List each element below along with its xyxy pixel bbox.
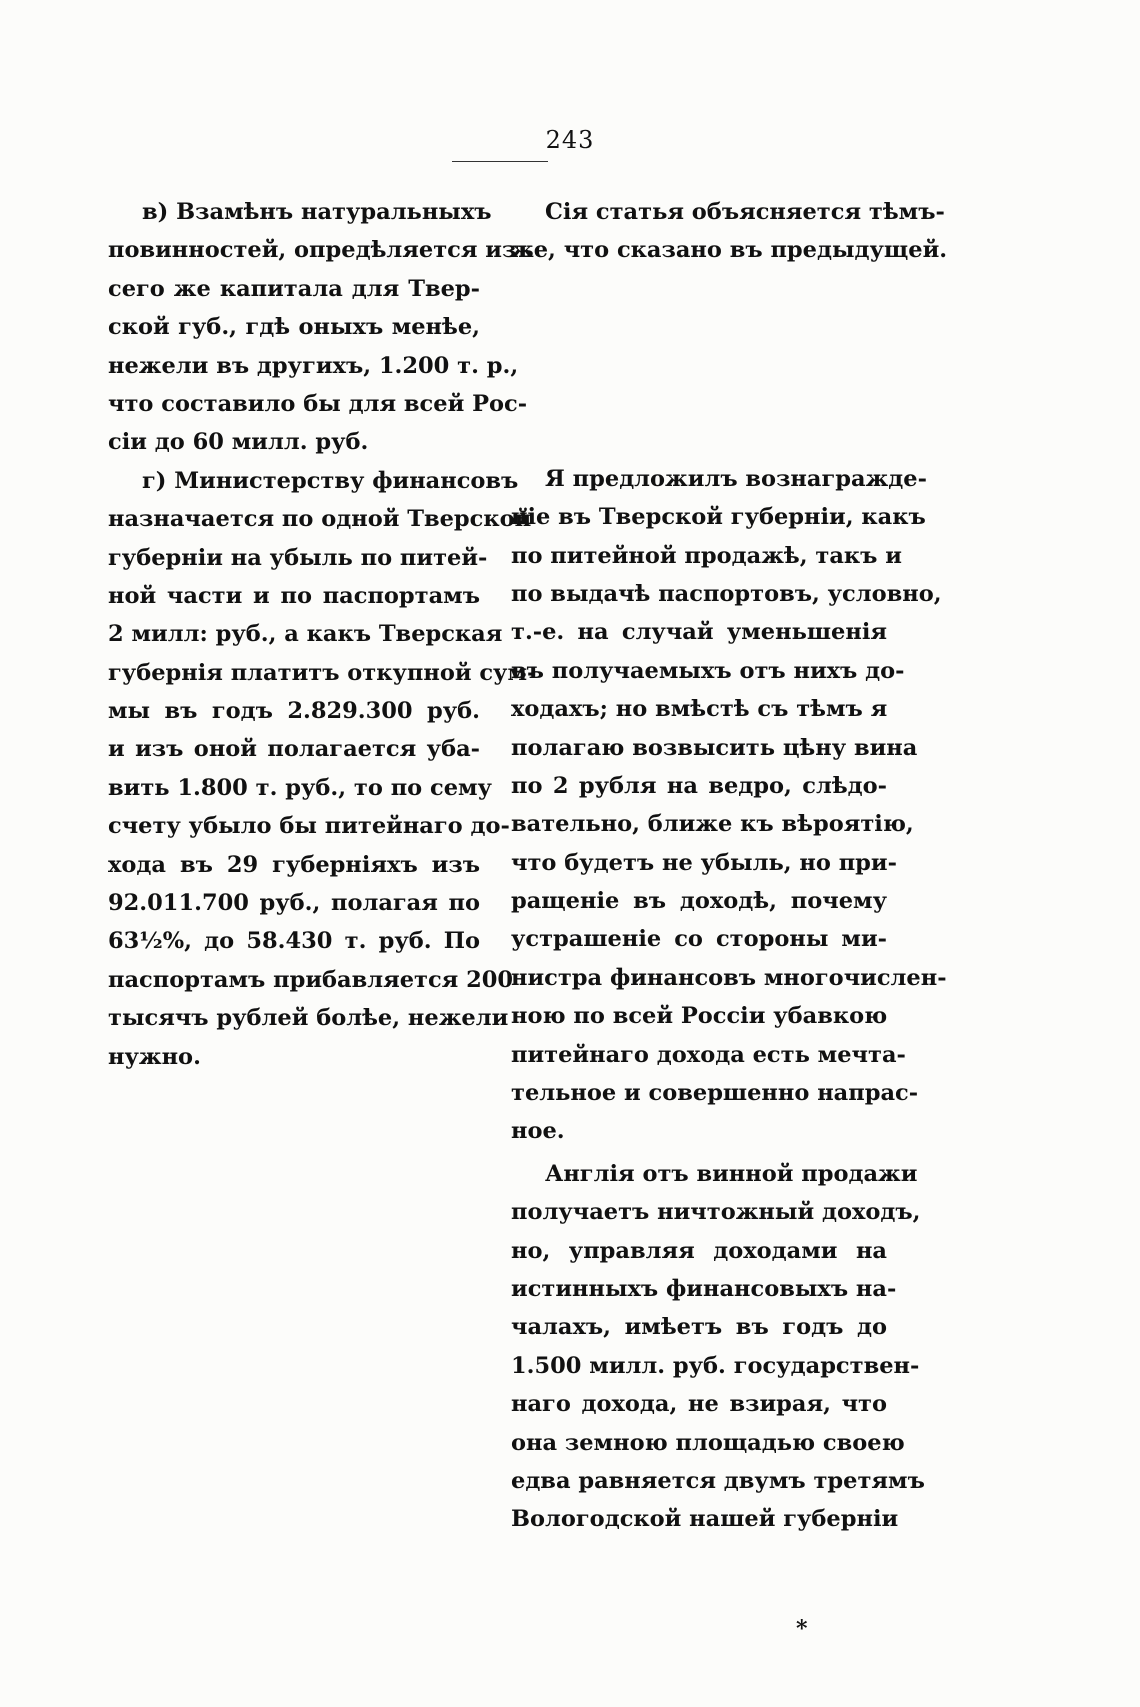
text-line: полагаю возвысить цѣну вина — [511, 734, 918, 761]
text-line: т.-е. на случай уменьшенія — [511, 619, 887, 646]
text-line: Англія отъ винной продажи — [545, 1160, 918, 1187]
text-line: она земною площадью своею — [511, 1429, 905, 1456]
page-number: 243 — [545, 126, 595, 154]
text-line: Сія статья объясняется тѣмъ- — [545, 199, 945, 225]
header-rule — [452, 161, 548, 162]
paragraph-g — [108, 462, 537, 1076]
text-line: нистра финансовъ многочислен- — [511, 964, 947, 991]
text-line: ращеніе въ доходѣ, почему — [511, 888, 887, 915]
text-line: получаетъ ничтожный доходъ, — [511, 1199, 921, 1226]
text-line: счету убыло бы питейнаго до- — [108, 813, 510, 840]
text-line: г) Министерству финансовъ — [142, 467, 519, 494]
text-line: по выдачѣ паспортовъ, условно, — [511, 580, 942, 607]
text-line: повинностей, опредѣляется изъ — [108, 237, 534, 264]
text-line: в) Взамѣнъ натуральныхъ — [142, 199, 492, 225]
text-line: тельное и совершенно напрас- — [511, 1080, 919, 1107]
text-line: въ получаемыхъ отъ нихъ до- — [511, 657, 905, 684]
text-line: 92.011.700 руб., полагая по — [108, 890, 480, 917]
text-line: питейнаго дохода есть мечта- — [511, 1041, 906, 1068]
text-line: устрашеніе со стороны ми- — [511, 926, 887, 953]
text-line: 63½%, до 58.430 т. руб. По — [108, 928, 480, 955]
text-line: 2 милл: руб., а какъ Тверская — [108, 621, 503, 648]
text-line: сіи до 60 милл. руб. — [108, 429, 369, 456]
text-line: что составило бы для всей Рос- — [108, 390, 528, 417]
text-line: 1.500 милл. руб. государствен- — [511, 1352, 920, 1379]
text-line: ской губ., гдѣ оныхъ менѣе, — [108, 314, 480, 341]
text-line: губернія платитъ откупной сум- — [108, 659, 537, 686]
text-line: ніе въ Тверской губерніи, какъ — [511, 504, 926, 531]
text-line: нужно. — [108, 1043, 201, 1070]
text-line: паспортамъ прибавляется 200 — [108, 966, 514, 993]
text-line: ходахъ; но вмѣстѣ съ тѣмъ я — [511, 696, 888, 723]
text-line: сего же капитала для Твер- — [108, 275, 480, 302]
right-column — [511, 193, 948, 1539]
column-spacer — [511, 270, 887, 460]
paragraph-predlozhil — [511, 460, 947, 1151]
text-line: по 2 рубля на ведро, слѣдо- — [511, 772, 887, 799]
text-line: же, что сказано въ предыдущей. — [511, 237, 948, 264]
text-line: мы въ годъ 2.829.300 руб. — [108, 698, 480, 725]
text-line: Я предложилъ вознагражде- — [545, 465, 927, 492]
text-line: тысячъ рублей болѣе, нежели — [108, 1005, 509, 1032]
text-line: Вологодской нашей губерніи — [511, 1506, 899, 1533]
text-line: но, управляя доходами на — [511, 1237, 887, 1264]
text-line: ное. — [511, 1118, 565, 1145]
text-line: нежели въ другихъ, 1.200 т. р., — [108, 352, 519, 379]
text-line: хода въ 29 губерніяхъ изъ — [108, 851, 480, 878]
text-line: наго дохода, не взирая, что — [511, 1391, 887, 1418]
paragraph-angliya — [511, 1155, 925, 1539]
text-line: истинныхъ финансовыхъ на- — [511, 1275, 897, 1302]
text-line: вить 1.800 т. руб., то по сему — [108, 774, 492, 801]
left-column — [108, 193, 537, 1076]
text-line: вательно, ближе къ вѣроятію, — [511, 811, 914, 838]
text-line: чалахъ, имѣетъ въ годъ до — [511, 1314, 887, 1341]
text-line: едва равняется двумъ третямъ — [511, 1467, 925, 1494]
paragraph-v — [108, 193, 534, 462]
text-line: ною по всей Россіи убавкою — [511, 1003, 888, 1030]
signature-mark: * — [796, 1616, 808, 1642]
paragraph-statya — [511, 193, 948, 270]
text-line: губерніи на убыль по питей- — [108, 544, 488, 571]
text-line: назначается по одной Тверской — [108, 506, 532, 533]
text-line: ной части и по паспортамъ — [108, 582, 480, 609]
text-line: и изъ оной полагается уба- — [108, 736, 480, 763]
text-line: что будетъ не убыль, но при- — [511, 849, 897, 876]
text-line: по питейной продажѣ, такъ и — [511, 542, 902, 569]
